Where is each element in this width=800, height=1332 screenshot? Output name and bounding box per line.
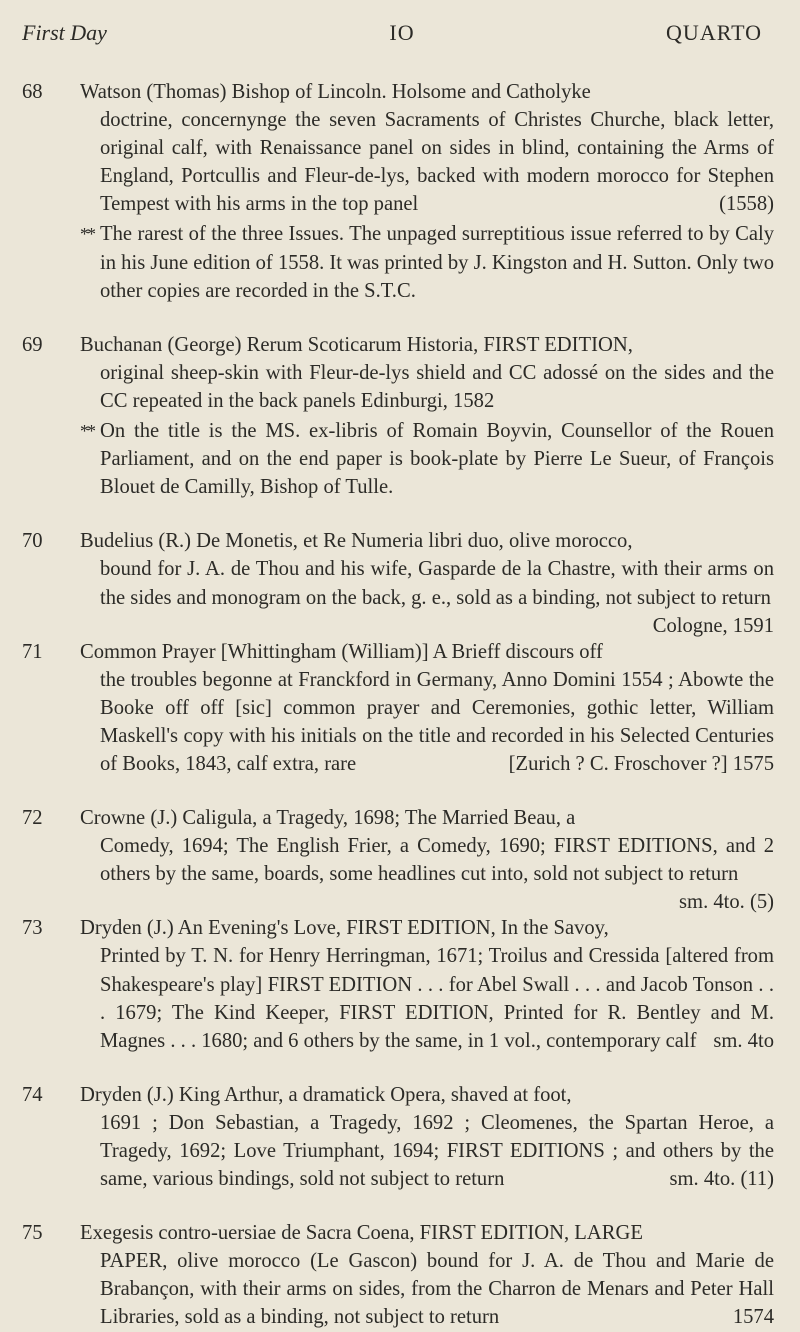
lot-heading: Budelius (R.) De Monetis, et Re Numeria libri duo, olive morocco, bbox=[80, 530, 633, 553]
lot-number: 72 bbox=[22, 807, 43, 830]
lot-heading: Crowne (J.) Caligula, a Tragedy, 1698; The Married Beau, a bbox=[80, 807, 576, 830]
running-head-format: QUARTO bbox=[666, 20, 762, 45]
lot-description: Comedy, 1694; The English Frier, a Comedy, 1690; FIRST EDITIONS, and 2 others by the same, boards, some headlines cut into, sold not subject to return sm. 4to. (5) bbox=[80, 832, 774, 888]
lot-entry bbox=[22, 638, 782, 778]
lot-format: sm. 4to bbox=[713, 1029, 774, 1052]
note-text: The rarest of the three Issues. The unpaged surreptitious issue referred to by Caly in his June edition of 1558. It was printed by J. Kingston and H. Sutton. Only two other copies are recorded in the S.T.C. bbox=[100, 223, 774, 302]
lot-imprint: [Zurich ? C. Froschover ?] 1575 bbox=[508, 752, 774, 775]
lot-format: sm. 4to. (5) bbox=[679, 891, 774, 914]
lot-number: 70 bbox=[22, 530, 43, 553]
lot-description: the troubles begonne at Franckford in Germany, Anno Domini 1554 ; Abowte the Booke off off [sic] common prayer and Ceremonies, gothic letter, William Maskell's copy with his initials on the title and recorded in his Selected Centuries of Books, 1843, calf extra, rare [Zurich ? C. Froschover ?] 1575 bbox=[80, 666, 774, 778]
lot-heading: Dryden (J.) An Evening's Love, FIRST EDITION, In the Savoy, bbox=[80, 917, 609, 940]
lot-entry bbox=[22, 1219, 782, 1331]
lot-entry bbox=[22, 78, 782, 305]
lot-entry bbox=[22, 804, 782, 914]
note-asterisks: ** bbox=[80, 224, 94, 245]
lot-number: 69 bbox=[22, 333, 43, 356]
lot-format: sm. 4to. (11) bbox=[669, 1168, 774, 1191]
lot-description: PAPER, olive morocco (Le Gascon) bound for J. A. de Thou and Marie de Brabançon, with their arms on sides, from the Charron de Menars and Peter Hall Libraries, sold as a binding, not subject to return 1574 bbox=[80, 1247, 774, 1331]
lot-number: 71 bbox=[22, 640, 43, 663]
lot-note bbox=[80, 220, 774, 304]
lot-entry bbox=[22, 914, 782, 1054]
lot-heading: Exegesis contro-uersiae de Sacra Coena, FIRST EDITION, LARGE bbox=[80, 1222, 643, 1245]
lot-number: 74 bbox=[22, 1083, 43, 1106]
lot-note bbox=[80, 417, 774, 501]
page-header bbox=[22, 14, 782, 48]
lot-entry bbox=[22, 527, 782, 637]
lot-description: original sheep-skin with Fleur-de-lys shield and CC adossé on the sides and the CC repeated in the back panels Edinburgi, 1582 bbox=[100, 361, 774, 412]
lot-heading: Watson (Thomas) Bishop of Lincoln. Holsome and Catholyke bbox=[80, 81, 591, 103]
lot-entry bbox=[22, 331, 782, 502]
note-text: On the title is the MS. ex-libris of Romain Boyvin, Counsellor of the Rouen Parliament, and on the end paper is book-plate by Pierre Le Sueur, of François Blouet de Camilly, Bishop of Tulle. bbox=[100, 420, 774, 499]
running-head-day: First Day bbox=[22, 20, 107, 45]
lot-number: 68 bbox=[22, 81, 43, 103]
page-number: IO bbox=[389, 20, 415, 45]
lot-entry bbox=[22, 1081, 782, 1193]
lot-description: 1691 ; Don Sebastian, a Tragedy, 1692 ; Cleomenes, the Spartan Heroe, a Tragedy, 1692; Love Triumphant, 1694; FIRST EDITIONS ; and others by the same, various bindings, sold not subject to return sm. 4to. (11) bbox=[80, 1109, 774, 1193]
lot-list bbox=[22, 78, 782, 1332]
lot-number: 73 bbox=[22, 917, 43, 940]
lot-description: doctrine, concernynge the seven Sacraments of Christes Churche, black letter, original calf, with Renaissance panel on sides in blind, containing the Arms of England, Portcullis and Fleur-de-lys, backed with modern morocco for Stephen Tempest with his arms in the top panel (1558) bbox=[80, 106, 774, 218]
lot-date: (1558) bbox=[719, 193, 774, 216]
lot-description: bound for J. A. de Thou and his wife, Gasparde de la Chastre, with their arms on the sides and monogram on the back, g. e., sold as a binding, not subject to return Cologne, 1591 bbox=[80, 555, 774, 611]
lot-description: Printed by T. N. for Henry Herringman, 1671; Troilus and Cressida [altered from Shakespeare's play] FIRST EDITION . . . for Abel Swall . . . and Jacob Tonson . . . 1679; The Kind Keeper, FIRST EDITION, Printed for R. Bentley and M. Magnes . . . 1680; and 6 others by the same, in 1 vol., contemporary calf sm. 4to bbox=[80, 942, 774, 1054]
note-asterisks: ** bbox=[80, 421, 94, 442]
lot-number: 75 bbox=[22, 1222, 43, 1245]
lot-heading: Dryden (J.) King Arthur, a dramatick Opera, shaved at foot, bbox=[80, 1083, 572, 1106]
lot-heading: Common Prayer [Whittingham (William)] A Brieff discours off bbox=[80, 640, 603, 663]
lot-date: 1574 bbox=[732, 1306, 774, 1329]
lot-heading: Buchanan (George) Rerum Scoticarum Historia, FIRST EDITION, bbox=[80, 333, 633, 356]
lot-imprint: Cologne, 1591 bbox=[652, 614, 774, 637]
